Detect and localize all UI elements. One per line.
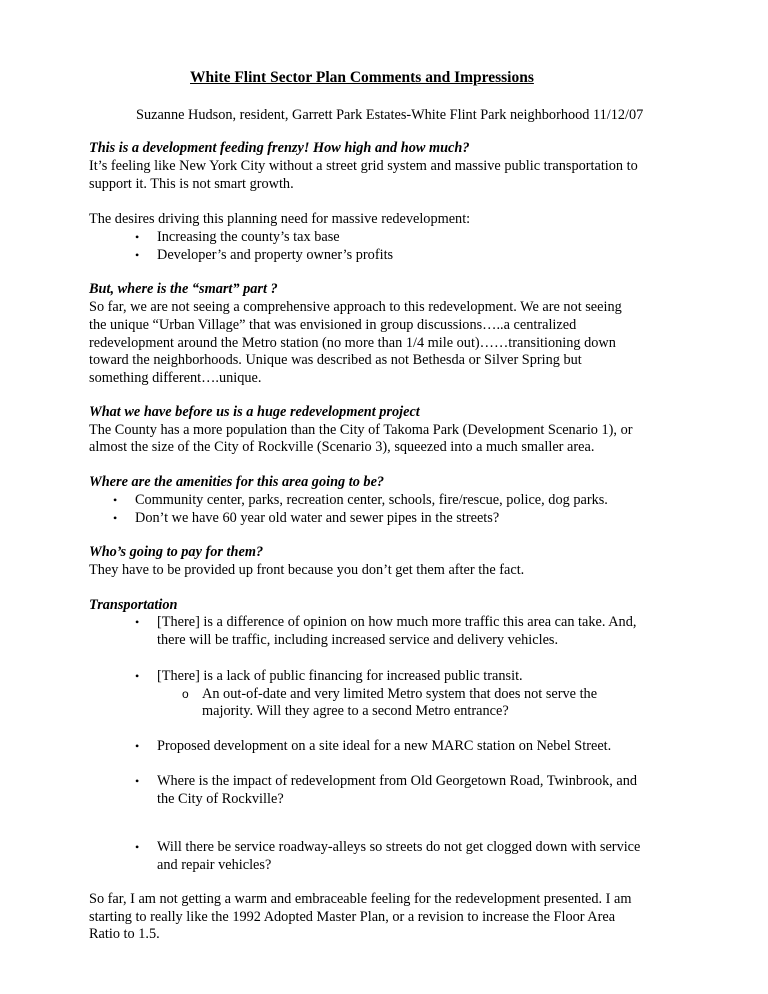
bullet-marker: • [135,840,140,854]
bullet-marker: • [135,669,140,683]
list-item: Increasing the county’s tax base [157,229,340,245]
bullet-marker: • [135,739,140,753]
list-item: [There] is a difference of opinion on how much more traffic this area can take. And, [157,614,637,630]
byline: Suzanne Hudson, resident, Garrett Park Estates-White Flint Park neighborhood 11/12/07 [136,107,644,123]
paragraph-line: toward the neighborhoods. Unique was described as not Bethesda or Silver Spring but [89,352,582,368]
list-item-continuation: the City of Rockville? [157,791,284,807]
document-title: White Flint Sector Plan Comments and Impressions [190,69,534,86]
paragraph-line: It’s feeling like New York City without a street grid system and massive public transportation to [89,158,638,174]
list-item: Developer’s and property owner’s profits [157,247,394,263]
list-item-continuation: there will be traffic, including increased service and delivery vehicles. [157,632,559,648]
heading-who-pays: Who’s going to pay for them? [89,544,264,560]
bullet-marker: • [135,248,140,262]
list-item: Proposed development on a site ideal for a new MARC station on Nebel Street. [157,738,612,754]
heading-smart-part: But, where is the “smart” part ? [89,281,278,297]
sub-list-item-continuation: majority. Will they agree to a second Metro entrance? [202,703,509,719]
list-item: Don’t we have 60 year old water and sewer pipes in the streets? [135,510,500,526]
list-item: Where is the impact of redevelopment from Old Georgetown Road, Twinbrook, and [157,773,638,789]
paragraph-line: So far, we are not seeing a comprehensive approach to this redevelopment. We are not seeing [89,299,622,315]
list-item: Will there be service roadway-alleys so streets do not get clogged down with service [157,839,641,855]
list-item-continuation: and repair vehicles? [157,857,272,873]
paragraph-line: They have to be provided up front because you don’t get them after the fact. [89,562,525,578]
paragraph-line: something different….unique. [89,370,262,386]
paragraph-line: So far, I am not getting a warm and embraceable feeling for the redevelopment presented. I am [89,891,632,907]
paragraph-line: starting to really like the 1992 Adopted Master Plan, or a revision to increase the Floor Area [89,909,616,925]
bullet-marker: • [135,774,140,788]
bullet-marker: • [135,230,140,244]
paragraph-line: almost the size of the City of Rockville (Scenario 3), squeezed into a much smaller area. [89,439,595,455]
sub-list-item: An out-of-date and very limited Metro system that does not serve the [202,686,598,702]
heading-transportation: Transportation [89,597,178,613]
bullet-marker: • [113,493,118,507]
paragraph-line: redevelopment around the Metro station (no more than 1/4 mile out)……transitioning down [89,335,616,351]
heading-amenities: Where are the amenities for this area going to be? [89,474,385,490]
sub-bullet-marker: o [182,687,189,701]
bullet-marker: • [113,511,118,525]
list-item: Community center, parks, recreation center, schools, fire/rescue, police, dog parks. [135,492,608,508]
paragraph-line: Ratio to 1.5. [89,926,160,942]
heading-huge-project: What we have before us is a huge redevelopment project [89,404,420,420]
list-item: [There] is a lack of public financing for increased public transit. [157,668,523,684]
paragraph-line: The County has a more population than the City of Takoma Park (Development Scenario 1), or [89,422,633,438]
paragraph-line: support it. This is not smart growth. [89,176,294,192]
heading-feeding-frenzy: This is a development feeding frenzy! How high and how much? [89,140,470,156]
paragraph-line: the unique “Urban Village” that was envisioned in group discussions…..a centralized [89,317,577,333]
paragraph-line: The desires driving this planning need for massive redevelopment: [89,211,471,227]
bullet-marker: • [135,615,140,629]
